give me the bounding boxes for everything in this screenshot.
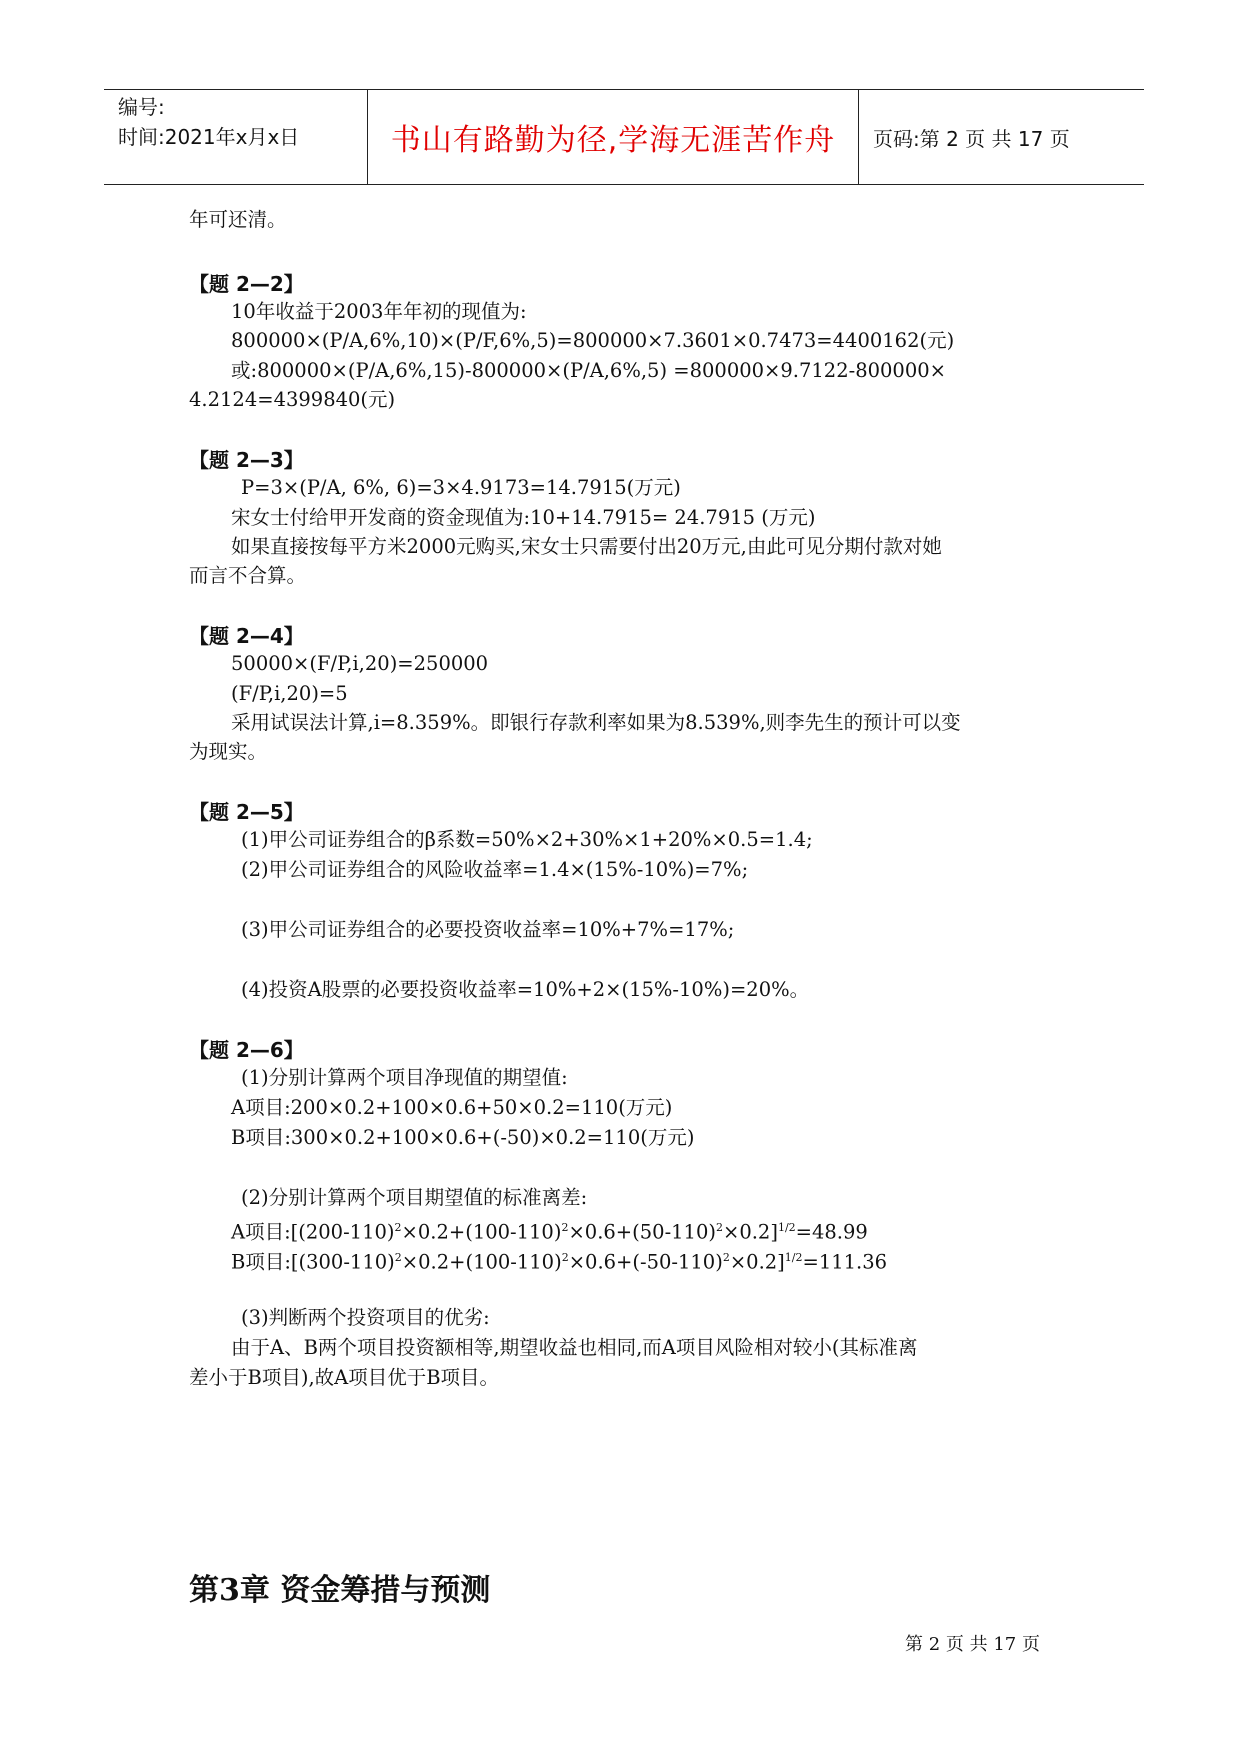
question-2-5-title: 【题 2—5】 [189,800,304,824]
continuation-line: 年可还清。 [189,208,287,231]
exponent: 1/2 [784,1251,803,1264]
exponent: 1/2 [777,1221,796,1234]
chapter-title: 第3章 资金筹措与预测 [189,1573,491,1608]
exponent: 2 [394,1251,402,1264]
text-line: 为现实。 [189,740,268,763]
text-line: A项目:200×0.2+100×0.6+50×0.2=110(万元) [231,1096,673,1119]
header-page-label: 页码:第 2 页 共 17 页 [873,126,1070,151]
exponent: 2 [561,1251,569,1264]
exponent: 2 [722,1251,730,1264]
time-label: 时间:2021年x月x日 [118,125,300,149]
formula-part: ×0.2+(100-110) [401,1220,562,1244]
formula-part: =111.36 [802,1250,888,1274]
formula-line-b [231,1243,887,1278]
exponent: 2 [715,1221,723,1234]
text-line: 如果直接按每平方米2000元购买,宋女士只需要付出20万元,由此可见分期付款对她 [231,535,942,558]
text-line: P=3×(P/A, 6%, 6)=3×4.9173=14.7915(万元) [241,476,681,499]
header-motto: 书山有路勤为径,学海无涯苦作舟 [368,90,859,184]
text-line: 而言不合算。 [189,564,307,587]
number-label: 编号: [118,95,165,119]
text-line: 或:800000×(P/A,6%,15)-800000×(P/A,6%,5) =800000×9.7122-800000× [231,359,946,382]
text-line: (1)甲公司证券组合的β系数=50%×2+30%×1+20%×0.5=1.4; [241,828,813,851]
text-line: (3)判断两个投资项目的优劣: [241,1306,490,1329]
text-line: (3)甲公司证券组合的必要投资收益率=10%+7%=17%; [241,918,735,941]
formula-part: ×0.2] [722,1220,778,1244]
text-line: 由于A、B两个项目投资额相等,期望收益也相同,而A项目风险相对较小(其标准离 [231,1336,918,1359]
formula-part: ×0.6+(-50-110) [568,1250,723,1274]
text-line: 差小于B项目),故A项目优于B项目。 [189,1366,500,1389]
page-header [104,89,1144,185]
text-line: (4)投资A股票的必要投资收益率=10%+2×(15%-10%)=20%。 [241,978,810,1001]
text-line: (2)甲公司证券组合的风险收益率=1.4×(15%-10%)=7%; [241,858,749,881]
text-line: 50000×(F/P,i,20)=250000 [231,652,489,675]
formula-part: ×0.2+(100-110) [401,1250,562,1274]
page-footer: 第 2 页 共 17 页 [905,1634,1040,1655]
question-2-2-title: 【题 2—2】 [189,272,304,296]
text-line: 采用试误法计算,i=8.359%。即银行存款利率如果为8.539%,则李先生的预计可以变 [231,711,961,734]
formula-part: =48.99 [795,1220,868,1244]
text-line: 10年收益于2003年年初的现值为: [231,300,527,323]
text-line: B项目:300×0.2+100×0.6+(-50)×0.2=110(万元) [231,1126,695,1149]
question-2-4-title: 【题 2—4】 [189,624,304,648]
text-line: 800000×(P/A,6%,10)×(P/F,6%,5)=800000×7.3601×0.7473=4400162(元) [231,329,955,352]
exponent: 2 [394,1221,402,1234]
formula-part: A项目:[(200-110) [231,1220,395,1244]
header-info [104,90,368,184]
formula-part: B项目:[(300-110) [231,1250,395,1274]
exponent: 2 [561,1221,569,1234]
text-line: 宋女士付给甲开发商的资金现值为:10+14.7915= 24.7915 (万元) [231,506,816,529]
formula-part: ×0.6+(50-110) [568,1220,716,1244]
question-2-6-title: 【题 2—6】 [189,1038,304,1062]
formula-part: ×0.2] [729,1250,785,1274]
text-line: (F/P,i,20)=5 [231,682,348,705]
text-line: (2)分别计算两个项目期望值的标准离差: [241,1186,588,1209]
text-line: 4.2124=4399840(元) [189,388,396,411]
question-2-3-title: 【题 2—3】 [189,448,304,472]
text-line: (1)分别计算两个项目净现值的期望值: [241,1066,568,1089]
